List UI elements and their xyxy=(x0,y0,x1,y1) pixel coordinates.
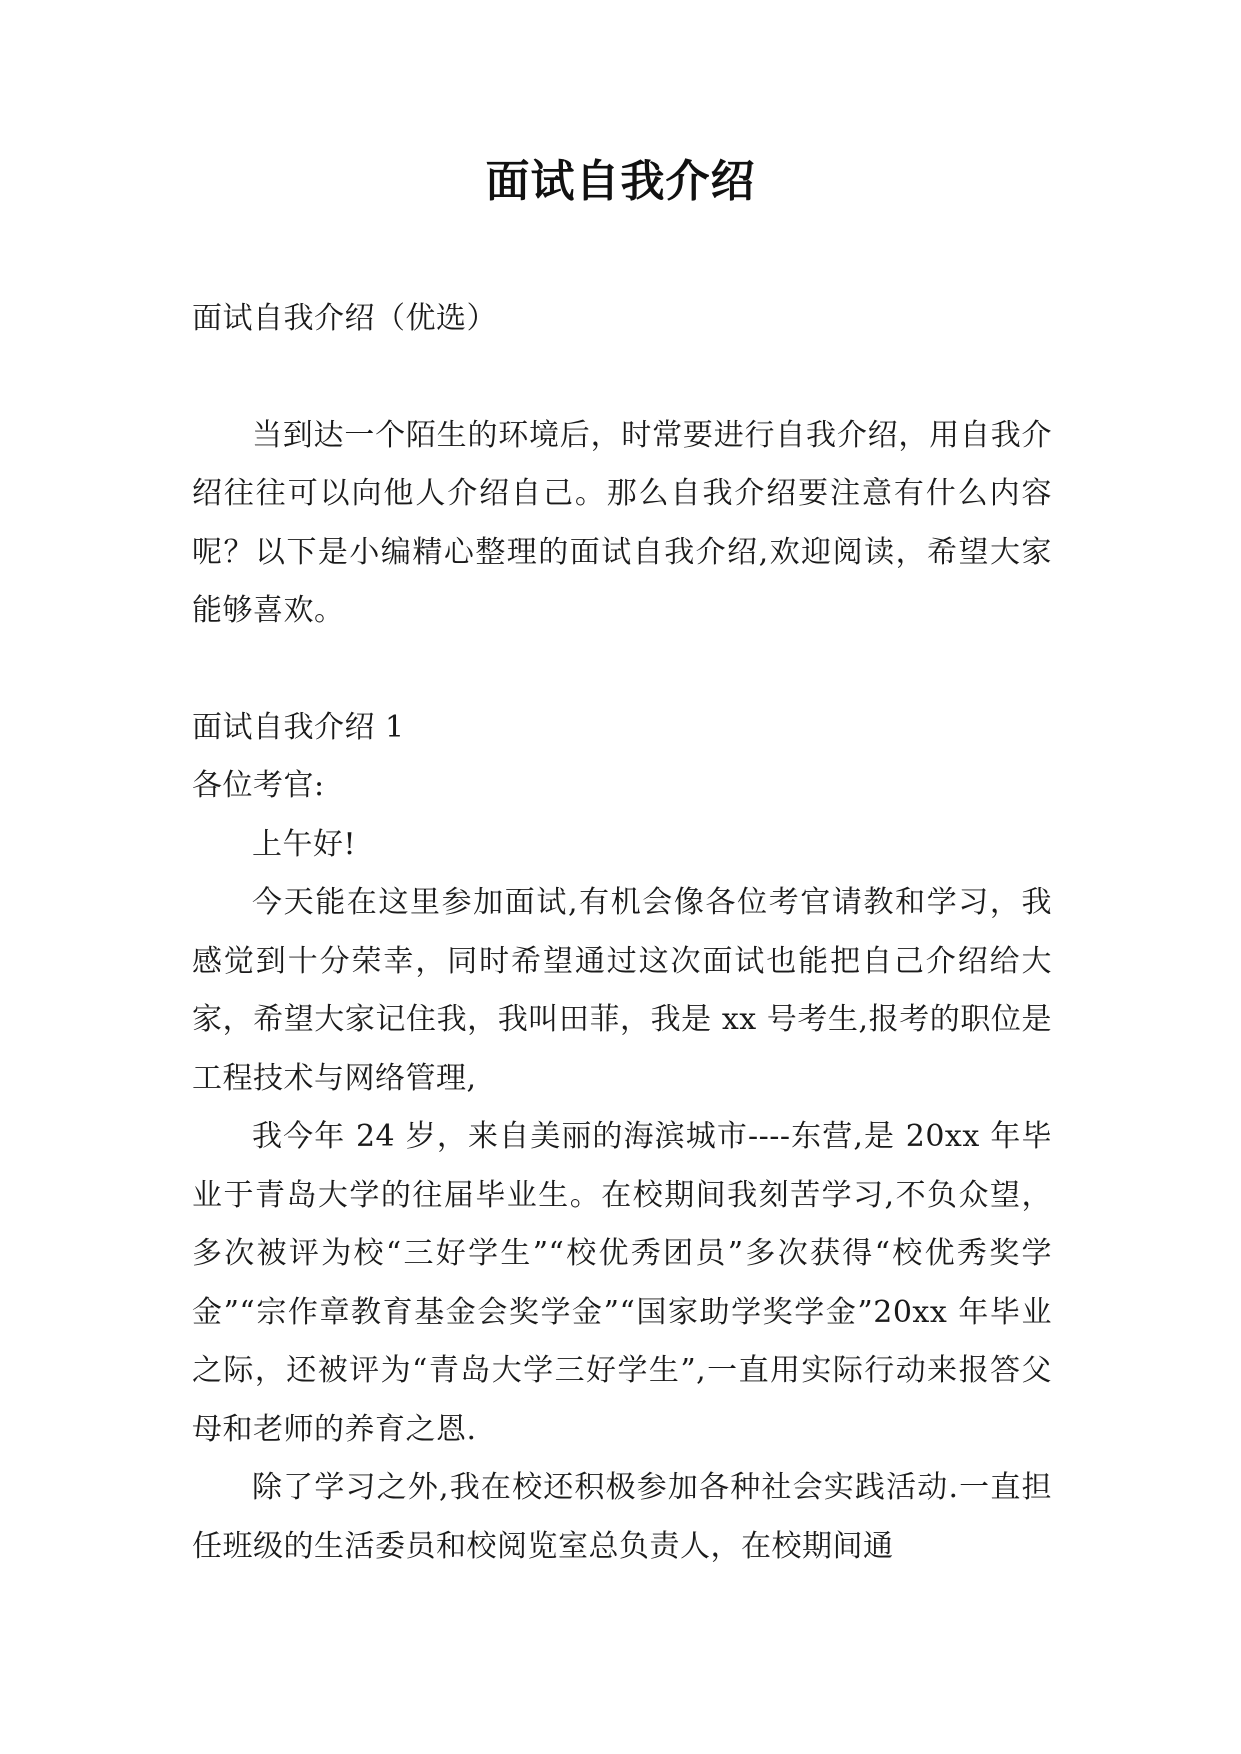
greeting: 上午好! xyxy=(252,826,357,862)
salutation: 各位考官: xyxy=(192,768,325,803)
document-body xyxy=(192,290,1052,1576)
spacer xyxy=(192,641,1052,699)
intro-paragraph: 当到达一个陌生的环境后，时常要进行自我介绍，用自我介绍往往可以向他人介绍自己。那么自我介绍要注意有什么内容呢？以下是小编精心整理的面试自我介绍,欢迎阅读，希望大家能够喜欢。 xyxy=(192,417,1052,628)
spacer xyxy=(192,349,1052,407)
document-subtitle: 面试自我介绍（优选） xyxy=(192,301,497,336)
body-paragraph: 除了学习之外,我在校还积极参加各种社会实践活动.一直担任班级的生活委员和校阅览室总负责人，在校期间通 xyxy=(192,1470,1052,1564)
section-heading: 面试自我介绍 1 xyxy=(192,709,405,745)
body-paragraph: 今天能在这里参加面试,有机会像各位考官请教和学习，我感觉到十分荣幸，同时希望通过这次面试也能把自己介绍给大家，希望大家记住我，我叫田菲，我是 xx 号考生,报考的职位是工程技术与网络管理, xyxy=(192,885,1052,1096)
body-paragraph: 我今年 24 岁，来自美丽的海滨城市----东营,是 20xx 年毕业于青岛大学的往届毕业生。在校期间我刻苦学习,不负众望，多次被评为校“三好学生”“校优秀团员”多次获得“校优秀奖学金”“宗作章教育基金会奖学金”“国家助学奖学金”20xx 年毕业之际，还被评为“青岛大学三好学生”,一直用实际行动来报答父母和老师的养育之恩. xyxy=(192,1119,1052,1447)
document-title: 面试自我介绍 xyxy=(485,156,756,207)
